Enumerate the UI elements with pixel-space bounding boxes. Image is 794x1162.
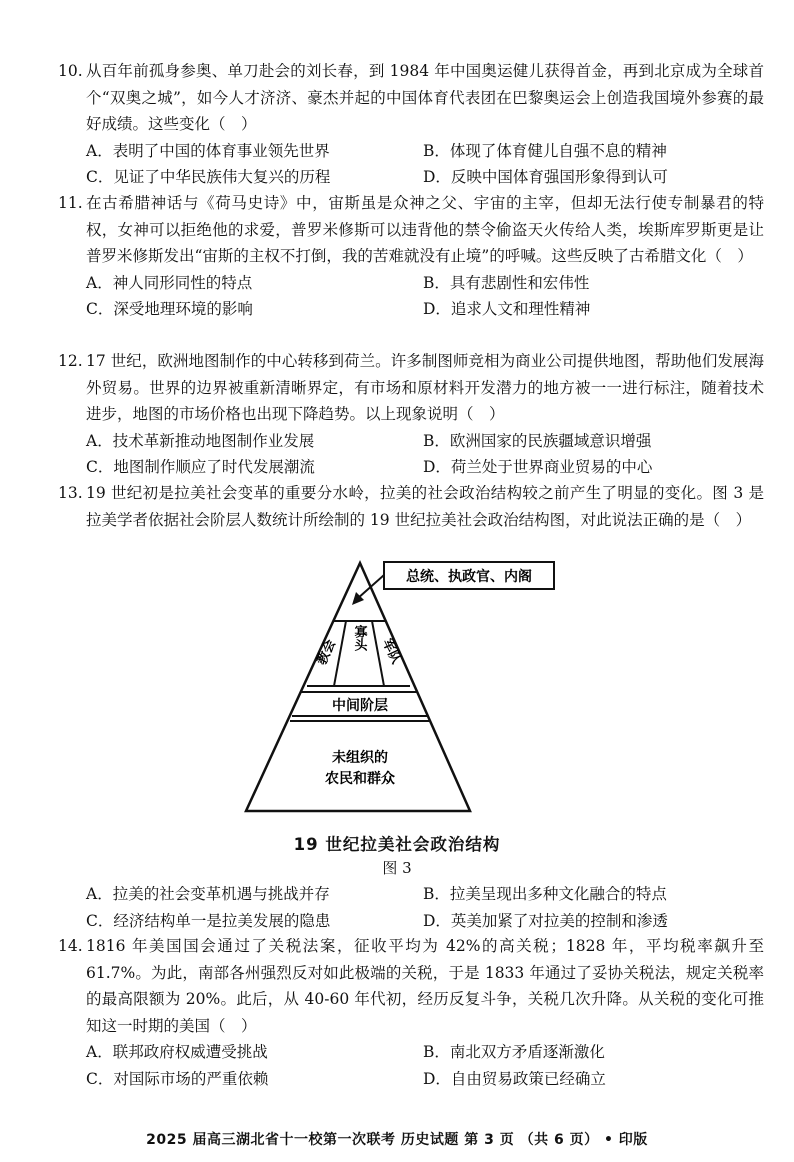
option-a[interactable]: A．神人同形同性的特点 [86,273,253,292]
page-footer: 2025 届高三湖北省十一校第一次联考 历史试题 第 3 页 （共 6 页） • 印版 [146,1132,648,1148]
figure-title: 19 世纪拉美社会政治结构 [293,835,501,854]
option-d[interactable]: D．荷兰处于世界商业贸易的中心 [423,458,653,476]
callout-arrow-line [357,575,384,599]
options [86,428,764,481]
option-d[interactable]: D．追求人文和理性精神 [423,300,591,318]
question-number: 11. [58,194,83,212]
question-10 [58,58,764,191]
question-number: 10. [58,62,83,80]
options [86,138,764,191]
options [86,881,764,934]
option-d[interactable]: D．英美加紧了对拉美的控制和渗透 [423,911,668,930]
option-a[interactable]: A．联邦政府权威遭受挑战 [86,1043,268,1061]
option-d[interactable]: D．自由贸易政策已经确立 [423,1069,606,1088]
option-d[interactable]: D．反映中国体育强国形象得到认可 [423,168,668,186]
military-label: 军队 [378,636,404,667]
option-b[interactable]: B．具有悲剧性和宏伟性 [423,273,590,292]
elite-separator-right [372,621,384,686]
option-c[interactable]: C．深受地理环境的影响 [86,300,253,318]
middle-class-label: 中间阶层 [332,698,388,714]
question-11 [58,190,764,323]
options [86,1039,764,1092]
option-c[interactable]: C．地图制作顺应了时代发展潮流 [86,458,315,476]
option-c[interactable]: C．对国际市场的严重依赖 [86,1069,269,1088]
question-stem: 在古希腊神话与《荷马史诗》中，宙斯虽是众神之父、宇宙的主宰，但却无法行使专制暴君的特权，女神可以拒绝他的求爱，普罗米修斯可以违背他的禁令偷盗天火传给人类，埃斯库罗斯更是让普罗米修斯发出“宙斯的主权不打倒，我的苦难就没有止境”的呼喊。这些反映了古希腊文化（ ） [86,194,764,265]
peasants-label-line1: 未组织的 [332,750,388,766]
option-b[interactable]: B．体现了体育健儿自强不息的精神 [423,141,667,160]
question-stem: 从百年前孤身参奥、单刀赴会的刘长春，到 1984 年中国奥运健儿获得首金，再到北京成为全球首个“双奥之城”，如今人才济济、豪杰并起的中国体育代表团在巴黎奥运会上创造我国境外参赛的最好成绩。这些变化（ ） [86,62,764,133]
question-stem: 19 世纪初是拉美社会变革的重要分水岭，拉美的社会政治结构较之前产生了明显的变化。图 3 是拉美学者依据社会阶层人数统计所绘制的 19 世纪拉美社会政治结构图，对此说法正确的是（ ） [86,484,764,529]
question-12 [58,348,764,481]
option-a[interactable]: A．技术革新推动地图制作业发展 [86,431,315,450]
question-13-options [58,881,764,934]
question-14 [58,933,764,1092]
church-label: 教会 [314,637,340,668]
question-number: 13. [58,484,83,502]
options [86,270,764,323]
option-a[interactable]: A．表明了中国的体育事业领先世界 [86,141,330,160]
elite-separator-left [334,621,346,686]
option-c[interactable]: C．见证了中华民族伟大复兴的历程 [86,168,331,186]
option-c[interactable]: C．经济结构单一是拉美发展的隐患 [86,911,331,930]
landlords-label: 寡头 [351,625,367,651]
option-b[interactable]: B．南北双方矛盾逐渐激化 [423,1043,605,1061]
figure-caption: 图 3 [382,859,412,877]
callout-label: 总统、执政官、内阁 [406,569,532,585]
pyramid-diagram [0,555,794,820]
question-number: 14. [58,937,83,955]
option-a[interactable]: A．拉美的社会变革机遇与挑战并存 [86,885,330,903]
question-number: 12. [58,352,83,370]
peasants-label-line2: 农民和群众 [325,771,395,787]
question-stem: 1816 年美国国会通过了关税法案，征收平均为 42%的高关税；1828 年，平均税率飙升至 61.7%。为此，南部各州强烈反对如此极端的关税，于是 1833 年通过了妥协关税法，规定关税率的最高限额为 20%。此后，从 40-60 年代初，经历反复斗争，关税几次升降。从关税的变化可推知这一时期的美国（ ） [86,937,764,1035]
option-b[interactable]: B．拉美呈现出多种文化融合的特点 [423,885,667,903]
option-b[interactable]: B．欧洲国家的民族疆域意识增强 [423,431,652,450]
question-stem: 17 世纪，欧洲地图制作的中心转移到荷兰。许多制图师竞相为商业公司提供地图，帮助他们发展海外贸易。世界的边界被重新清晰界定，有市场和原材料开发潜力的地方被一一进行标注，随着技术进步，地图的市场价格也出现下降趋势。以上现象说明（ ） [86,352,764,423]
question-13 [58,480,764,533]
